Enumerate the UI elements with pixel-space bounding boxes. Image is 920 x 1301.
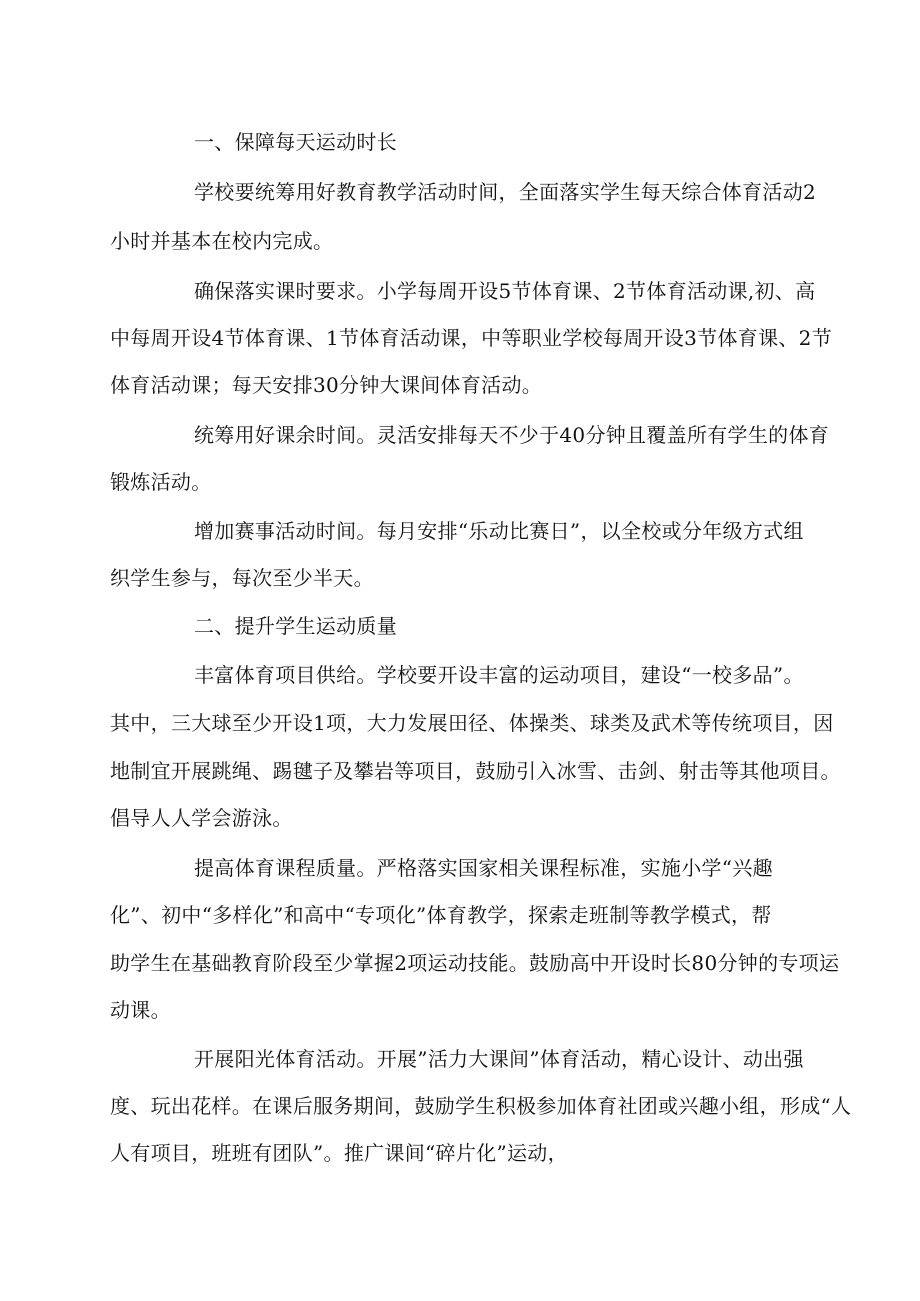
section-heading-1: 一、保障每天运动时长 bbox=[194, 130, 397, 154]
paragraph-5-line-2: 其中，三大球至少开设1项，大力发展田径、体操类、球类及武术等传统项目，因 bbox=[110, 711, 834, 735]
paragraph-5-line-3: 地制宜开展跳绳、踢毽子及攀岩等项目，鼓励引入冰雪、击剑、射击等其他项目。 bbox=[110, 759, 841, 783]
paragraph-7-line-3: 人有项目，班班有团队”。推广课间“碎片化”运动， bbox=[110, 1141, 568, 1165]
paragraph-1-line-2: 小时并基本在校内完成。 bbox=[110, 229, 334, 253]
paragraph-6-line-3: 助学生在基础教育阶段至少掌握2项运动技能。鼓励高中开设时长80分钟的专项运 bbox=[110, 951, 840, 975]
paragraph-3-line-2: 锻炼活动。 bbox=[110, 470, 212, 494]
paragraph-1-line-1: 学校要统筹用好教育教学活动时间，全面落实学生每天综合体育活动2 bbox=[194, 180, 817, 204]
paragraph-4-line-2: 织学生参与，每次至少半天。 bbox=[110, 566, 374, 590]
paragraph-6-line-2: 化”、初中“多样化”和高中“专项化”体育教学，探索走班制等教学模式，帮 bbox=[110, 903, 772, 927]
paragraph-5-line-1: 丰富体育项目供给。学校要开设丰富的运动项目，建设“一校多品”。 bbox=[194, 663, 804, 687]
paragraph-7-line-2: 度、玩出花样。在课后服务期间，鼓励学生积极参加体育社团或兴趣小组，形成“人 bbox=[110, 1094, 852, 1118]
paragraph-3-line-1: 统筹用好课余时间。灵活安排每天不少于40分钟且覆盖所有学生的体育 bbox=[194, 423, 830, 447]
paragraph-4-line-1: 增加赛事活动时间。每月安排“乐动比赛日”，以全校或分年级方式组 bbox=[194, 519, 804, 543]
paragraph-5-line-4: 倡导人人学会游泳。 bbox=[110, 806, 293, 830]
paragraph-2-line-3: 体育活动课；每天安排30分钟大课间体育活动。 bbox=[110, 373, 543, 397]
paragraph-2-line-2: 中每周开设4节体育课、1节体育活动课，中等职业学校每周开设3节体育课、2节 bbox=[110, 326, 832, 350]
paragraph-2-line-1: 确保落实课时要求。小学每周开设5节体育课、2节体育活动课,初、高 bbox=[194, 279, 816, 303]
paragraph-6-line-4: 动课。 bbox=[110, 998, 171, 1022]
section-heading-2: 二、提升学生运动质量 bbox=[194, 614, 397, 638]
paragraph-7-line-1: 开展阳光体育活动。开展”活力大课间”体育活动，精心设计、动出强 bbox=[194, 1047, 804, 1071]
paragraph-6-line-1: 提高体育课程质量。严格落实国家相关课程标准，实施小学“兴趣 bbox=[194, 856, 773, 880]
